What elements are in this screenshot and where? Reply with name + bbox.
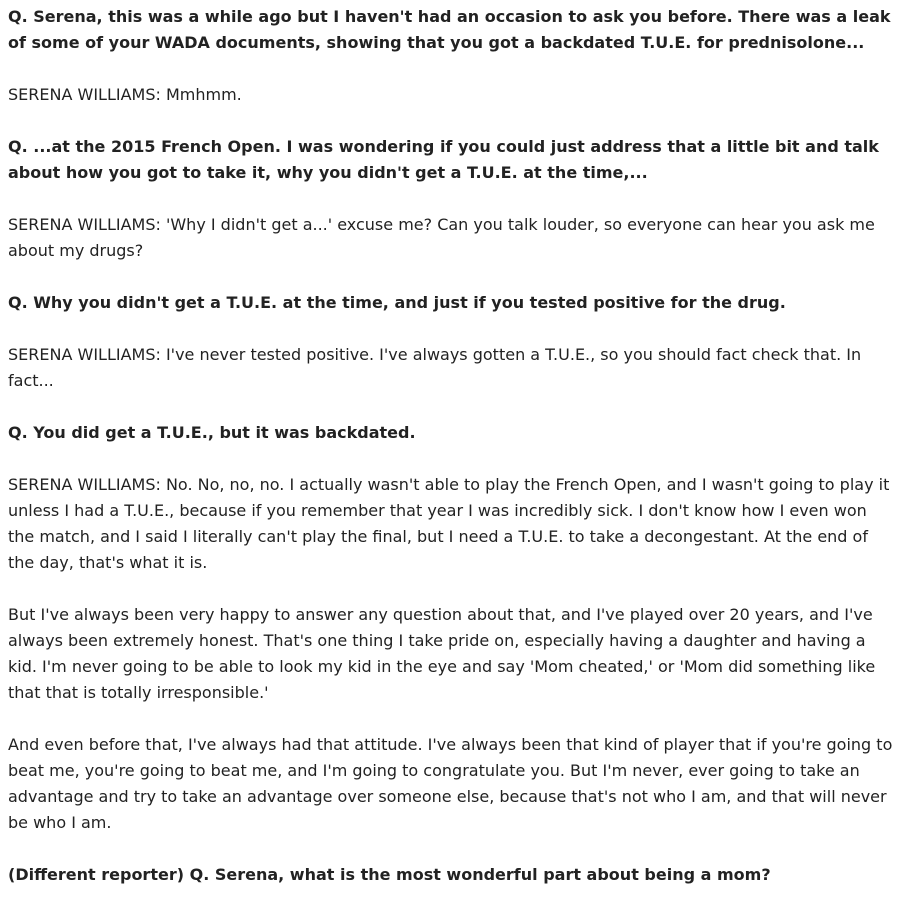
answer-4-continued-1: But I've always been very happy to answer any question about that, and I've played over 20 years, and I've always been extremely honest. That's one thing I take pride on, especially having a daughter and having a kid. I'm never going to be able to look my kid in the eye and say 'Mom cheated,' or 'Mom did something like that that is totally irresponsible.' — [8, 605, 876, 702]
answer-3: SERENA WILLIAMS: I've never tested positive. I've always gotten a T.U.E., so you should fact check that. In fact... — [8, 345, 862, 390]
answer-2: SERENA WILLIAMS: 'Why I didn't get a...' excuse me? Can you talk louder, so everyone can hear you ask me about my drugs? — [8, 215, 875, 260]
answer-1: SERENA WILLIAMS: Mmhmm. — [8, 85, 242, 104]
question-4: Q. You did get a T.U.E., but it was backdated. — [8, 423, 416, 442]
question-2: Q. ...at the 2015 French Open. I was wondering if you could just address that a little bit and talk about how you got to take it, why you didn't get a T.U.E. at the time,... — [8, 137, 879, 182]
answer-4: SERENA WILLIAMS: No. No, no, no. I actually wasn't able to play the French Open, and I wasn't going to play it unless I had a T.U.E., because if you remember that year I was incredibly sick. I don't know how I even won the match, and I said I literally can't play the final, but I need a T.U.E. to take a decongestant. At the end of the day, that's what it is. — [8, 475, 890, 572]
question-3: Q. Why you didn't get a T.U.E. at the time, and just if you tested positive for the drug. — [8, 293, 786, 312]
question-1: Q. Serena, this was a while ago but I haven't had an occasion to ask you before. There was a leak of some of your WADA documents, showing that you got a backdated T.U.E. for prednisolone... — [8, 7, 891, 52]
question-5: (Different reporter) Q. Serena, what is the most wonderful part about being a mom? — [8, 865, 771, 884]
answer-4-continued-2: And even before that, I've always had that attitude. I've always been that kind of player that if you're going to beat me, you're going to beat me, and I'm going to congratulate you. But I'm never, ever going to take an advantage and try to take an advantage over someone else, because that's not who I am, and that will never be who I am. — [8, 735, 893, 832]
